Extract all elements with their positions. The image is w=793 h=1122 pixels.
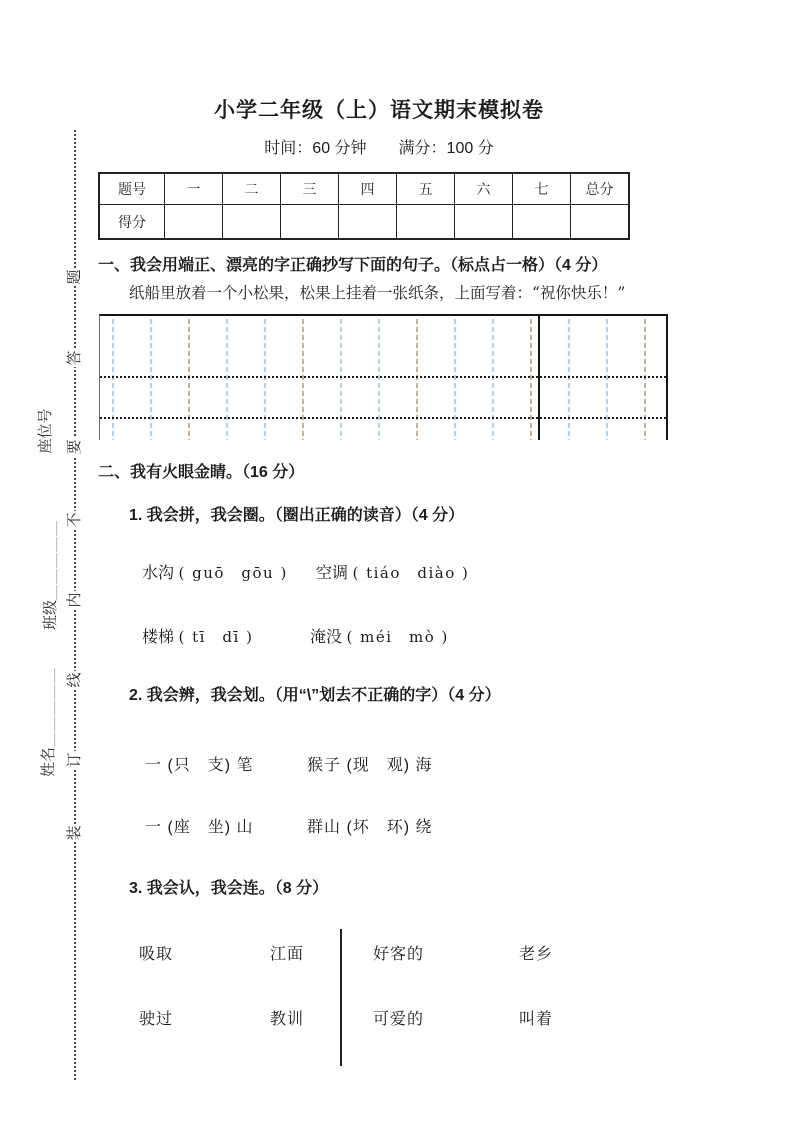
q2-row-1 [96, 752, 662, 774]
q1-pinyin-options: ( tiáo diào ) [352, 564, 470, 582]
score-cell-empty [513, 205, 571, 240]
binding-char-da: 答 [66, 350, 83, 366]
exam-content [96, 0, 706, 1122]
q3-row-2 [96, 1006, 662, 1028]
q3-match-word: 吸取 [139, 946, 174, 963]
q1-pinyin-options: ( méi mò ) [346, 628, 449, 646]
binding-char-bu: 不 [66, 512, 83, 528]
score-cell-empty [223, 205, 281, 240]
header-cell-1: 一 [165, 173, 223, 205]
q3-row-1 [96, 941, 662, 963]
writing-grid-guide-line [100, 376, 666, 378]
q1-item-yanmo [310, 624, 449, 647]
score-cell-empty [397, 205, 455, 240]
time-score-line: 时间：60 分钟 满分：100 分 [264, 140, 494, 157]
score-table [98, 172, 630, 240]
header-cell-2: 二 [223, 173, 281, 205]
binding-char-ti: 题 [66, 269, 83, 285]
section-two-heading: 二、我有火眼金睛。（16 分） [98, 464, 305, 481]
q2-choice-item: 猴子 (现 观) 海 [307, 757, 433, 774]
q3-match-word: 叫着 [519, 1011, 554, 1028]
q2-choice-item: 群山 (坏 环) 绕 [307, 819, 433, 836]
q1-word: 淹没 [310, 629, 343, 646]
q1-word: 空调 [316, 565, 349, 582]
score-table-score-row [99, 205, 629, 240]
q1-row-1 [96, 560, 662, 582]
q1-pinyin-options: ( tī dī ) [178, 628, 254, 646]
header-cell-7: 七 [513, 173, 571, 205]
seat-number-label: 座位号 [37, 408, 54, 454]
score-cell-empty [571, 205, 630, 240]
header-cell-6: 六 [455, 173, 513, 205]
score-cell-empty [281, 205, 339, 240]
page-title: 小学二年级（上）语文期末模拟卷 [214, 99, 544, 122]
binding-char-ding: 订 [66, 752, 83, 768]
q2-choice-item: 一 (座 坐) 山 [145, 819, 254, 836]
q2-heading: 2. 我会辨，我会划。（用“\”划去不正确的字）（4 分） [129, 687, 501, 704]
score-cell-empty [455, 205, 513, 240]
q3-match-word: 老乡 [519, 946, 554, 963]
q3-match-word: 驶过 [139, 1011, 174, 1028]
name-field [39, 665, 59, 777]
q3-heading: 3. 我会认，我会连。（8 分） [129, 880, 329, 897]
writing-grid-guide-line [100, 417, 666, 419]
class-blank-line: ＿＿＿＿＿ [42, 519, 59, 600]
seat-number-field [36, 396, 56, 466]
header-cell-total: 总分 [571, 173, 630, 205]
q2-choice-item: 一 (只 支) 笔 [145, 757, 254, 774]
score-row-label: 得分 [99, 205, 165, 240]
header-cell-3: 三 [281, 173, 339, 205]
score-cell-empty [339, 205, 397, 240]
writing-grid-divider [538, 316, 540, 440]
q3-match-word: 江面 [270, 946, 305, 963]
header-cell-4: 四 [339, 173, 397, 205]
score-cell-empty [165, 205, 223, 240]
binding-char-xian: 线 [66, 672, 83, 688]
q3-match-word: 教训 [270, 1011, 305, 1028]
q1-word: 楼梯 [142, 629, 175, 646]
q1-pinyin-options: ( guō gōu ) [178, 564, 288, 582]
q1-item-kongtiao [316, 560, 469, 583]
writing-grid [99, 314, 668, 440]
header-cell-5: 五 [397, 173, 455, 205]
q1-heading: 1. 我会拼，我会圈。（圈出正确的读音）（4 分） [129, 507, 465, 524]
name-label: 姓名 [40, 746, 57, 777]
binding-char-zhuang: 装 [66, 825, 83, 841]
q1-word: 水沟 [142, 565, 175, 582]
binding-char-nei: 内 [66, 592, 83, 608]
binding-char-yao: 要 [66, 439, 83, 455]
q3-match-word: 好客的 [373, 946, 425, 963]
q1-item-shuigou [142, 560, 288, 583]
q1-item-louti [142, 624, 253, 647]
header-cell-tihao: 题号 [99, 173, 165, 205]
sentence-to-copy: 纸船里放着一个小松果，松果上挂着一张纸条，上面写着：“祝你快乐！” [129, 284, 626, 302]
class-label: 班级 [42, 599, 59, 630]
q1-row-2 [96, 624, 662, 646]
name-blank-line: ＿＿＿＿＿ [40, 666, 57, 747]
score-table-header-row [99, 173, 629, 205]
class-field [41, 518, 61, 630]
q2-row-2 [96, 814, 662, 836]
q3-match-word: 可爱的 [373, 1011, 425, 1028]
section-one-heading: 一、我会用端正、漂亮的字正确抄写下面的句子。（标点占一格）（4 分） [98, 257, 608, 274]
